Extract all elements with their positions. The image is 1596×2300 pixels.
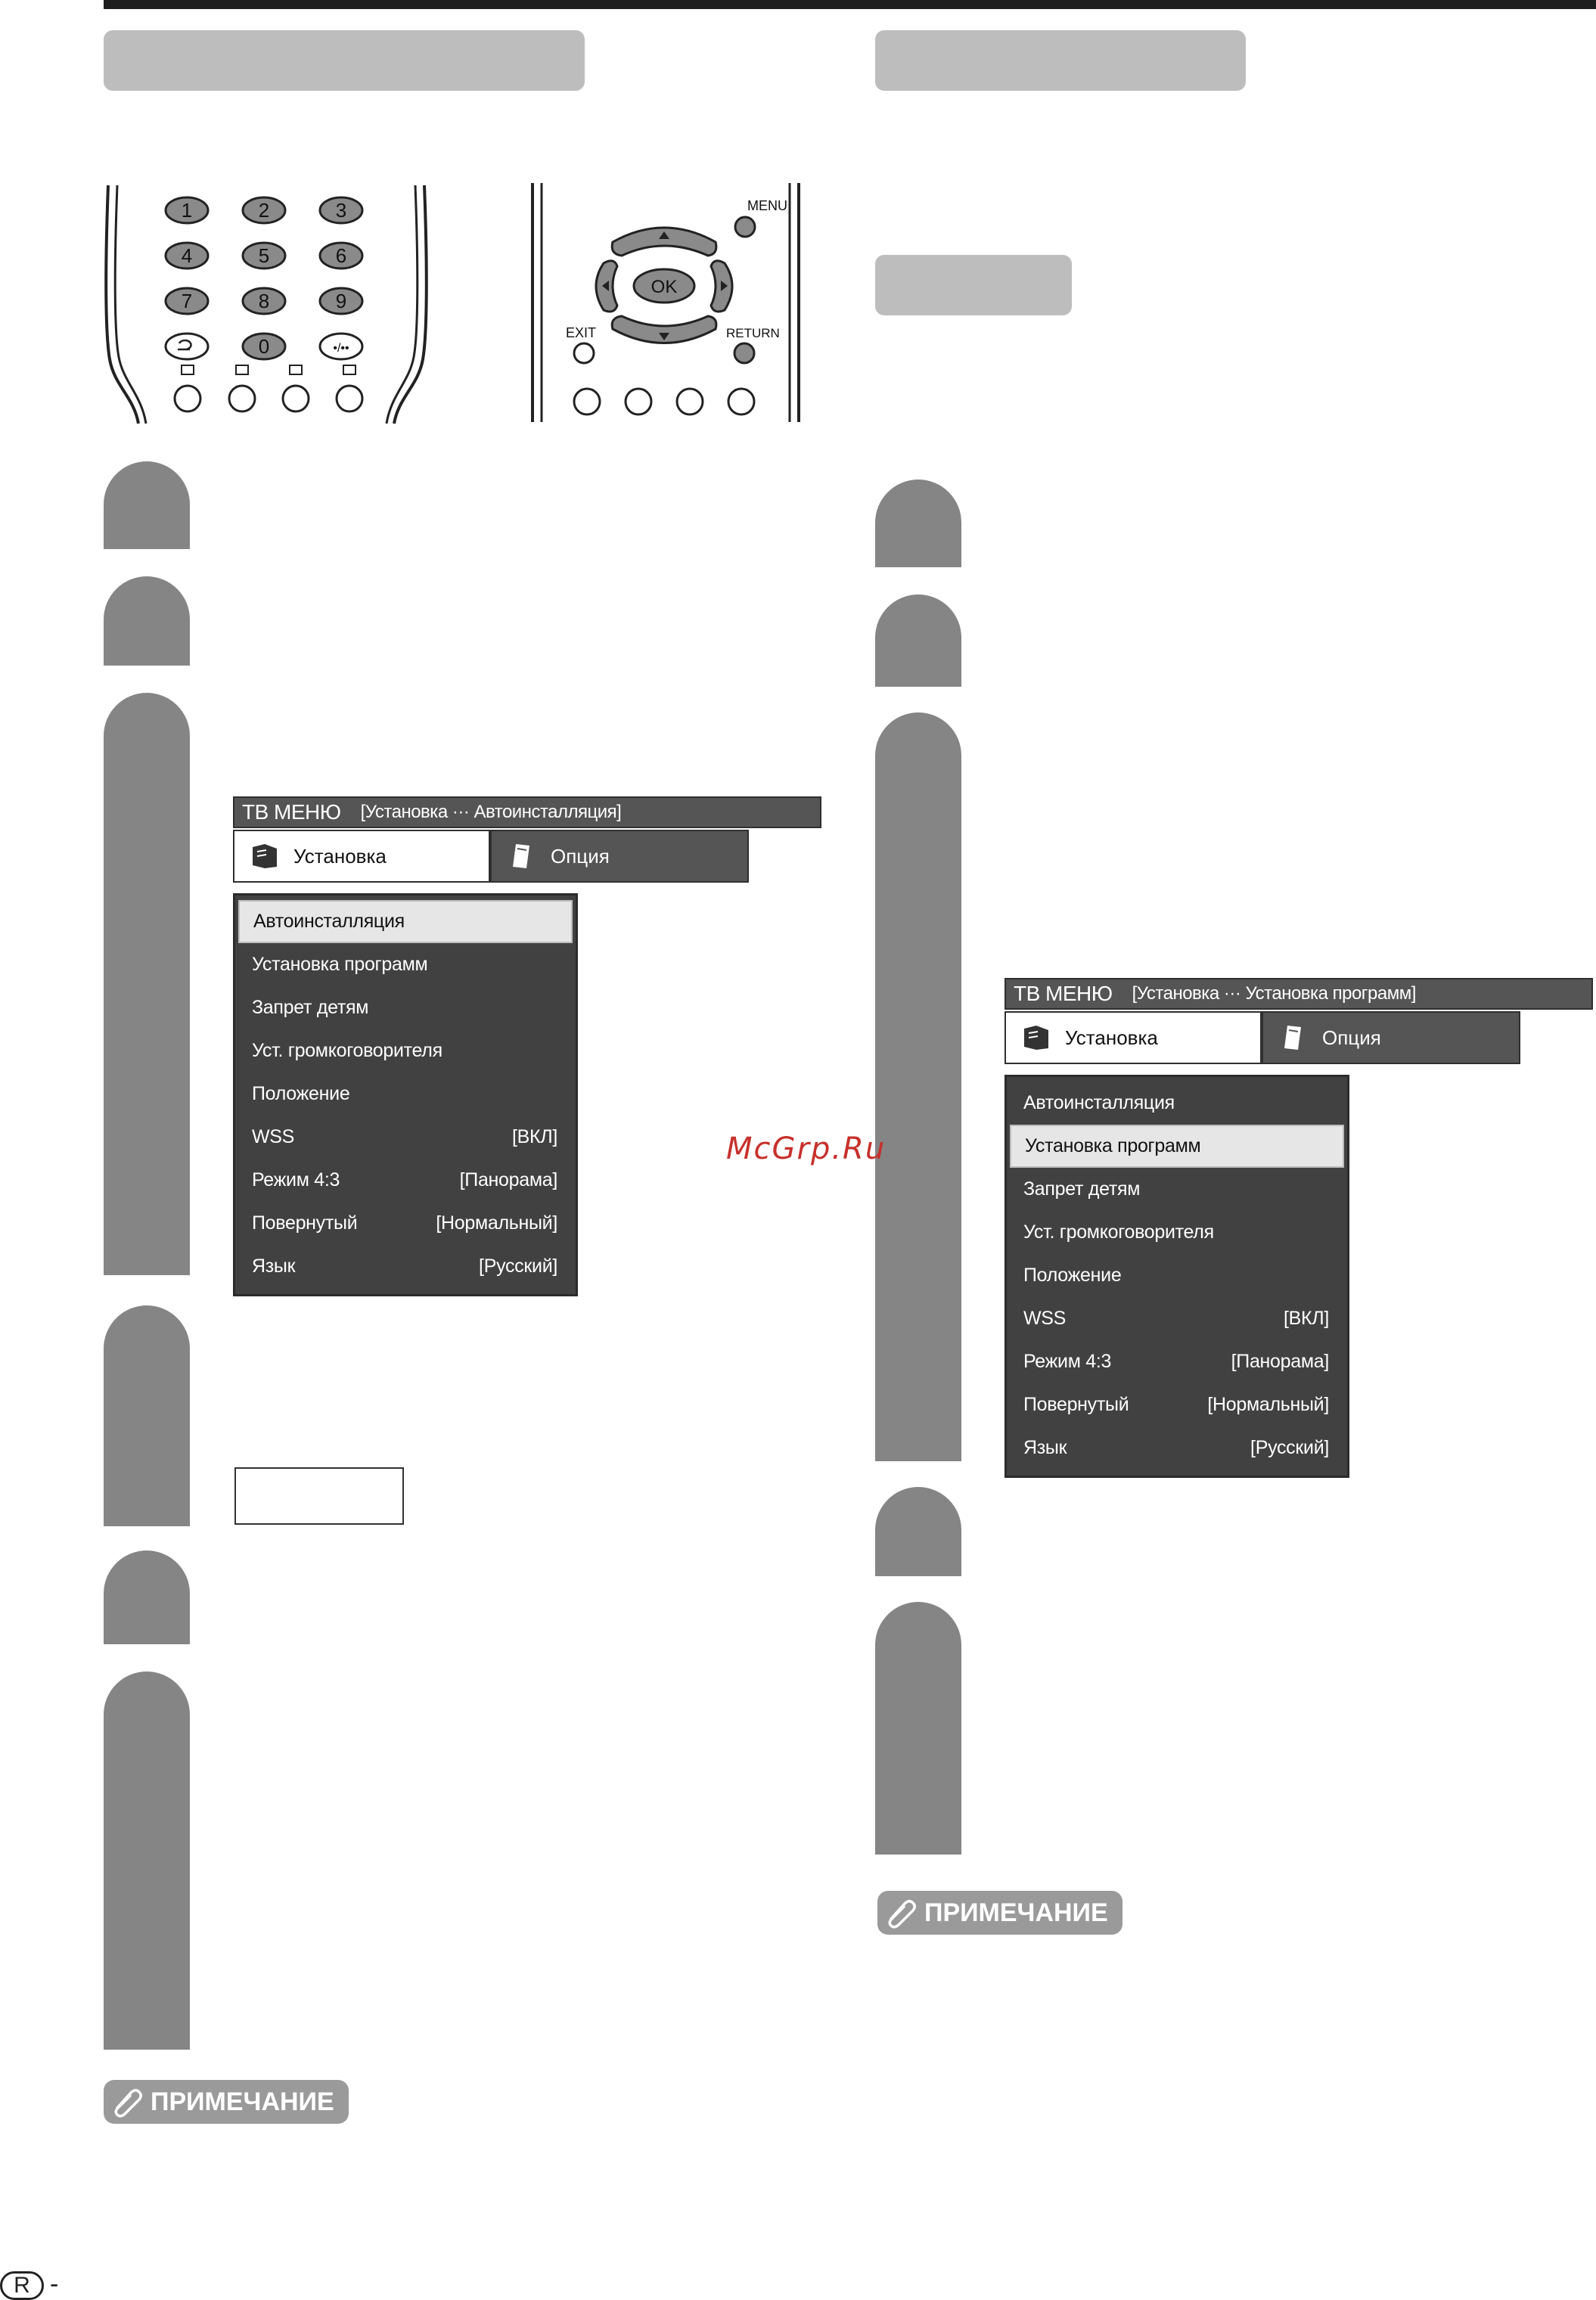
- remote-keypad-illustration: [104, 182, 429, 427]
- menu-item-language[interactable]: Язык [Русский]: [252, 1256, 557, 1277]
- svg-text:RETURN: RETURN: [726, 326, 780, 340]
- color-button-1[interactable]: [175, 386, 200, 411]
- top-rule: [104, 0, 1596, 9]
- step-marker: [104, 1550, 190, 1644]
- flashback-key[interactable]: [166, 334, 208, 359]
- svg-text:1: 1: [181, 199, 193, 222]
- tv-menu-autoinstall: [233, 796, 821, 1280]
- step-marker: [875, 712, 961, 1461]
- step-marker: [875, 1602, 961, 1855]
- menu-item-position[interactable]: Положение: [1023, 1265, 1122, 1286]
- down-arrow-button[interactable]: [612, 316, 716, 343]
- color-button-yellow[interactable]: [677, 389, 703, 414]
- tab-setup-label: Установка: [1065, 1026, 1158, 1049]
- step-marker: [875, 480, 961, 567]
- svg-text:8: 8: [258, 290, 270, 312]
- tab-option-label: Опция: [1322, 1026, 1381, 1049]
- key-4[interactable]: [166, 243, 208, 268]
- menu-title-bar: [233, 796, 821, 828]
- menu-item-wss[interactable]: WSS [ВКЛ]: [1023, 1308, 1329, 1329]
- ok-button[interactable]: [634, 269, 694, 303]
- menu-tabs: [233, 830, 749, 883]
- menu-item-position[interactable]: Положение: [252, 1083, 350, 1104]
- menu-item-rotate[interactable]: Повернутый [Нормальный]: [1023, 1394, 1329, 1415]
- menu-tabs: [1004, 1011, 1520, 1064]
- note-badge-right: [877, 1891, 1122, 1935]
- color-button-4[interactable]: [337, 386, 362, 411]
- key-5[interactable]: [243, 243, 285, 268]
- left-arrow-button[interactable]: [596, 261, 617, 312]
- step-marker: [104, 461, 190, 549]
- svg-text:•/••: •/••: [333, 342, 349, 355]
- page-number-dash: -: [50, 2270, 59, 2298]
- digit-toggle-key[interactable]: [320, 334, 362, 359]
- menu-item-mode-4-3[interactable]: Режим 4:3 [Панорама]: [1023, 1351, 1329, 1372]
- right-section-header: [875, 30, 1246, 91]
- key-6[interactable]: [320, 243, 362, 268]
- tab-setup[interactable]: [1004, 1011, 1262, 1064]
- exit-button[interactable]: [566, 325, 596, 363]
- menu-item-program-setup[interactable]: Установка программ: [1010, 1125, 1344, 1168]
- menu-item-language[interactable]: Язык [Русский]: [1023, 1437, 1329, 1458]
- menu-item-speaker-setup[interactable]: Уст. громкоговорителя: [252, 1040, 442, 1061]
- tab-option[interactable]: [1262, 1011, 1520, 1064]
- up-arrow-button[interactable]: [612, 228, 716, 256]
- svg-text:3: 3: [335, 199, 347, 222]
- menu-item-rotate[interactable]: Повернутый [Нормальный]: [252, 1212, 557, 1234]
- watermark: McGrp.Ru: [726, 1131, 886, 1166]
- region-mark: R: [0, 2271, 44, 2300]
- tab-option[interactable]: [490, 830, 749, 883]
- key-7[interactable]: [166, 288, 208, 314]
- color-button-blue[interactable]: [728, 389, 754, 414]
- svg-text:2: 2: [258, 199, 270, 222]
- svg-text:0: 0: [258, 335, 270, 358]
- color-button-red[interactable]: [574, 389, 600, 414]
- right-arrow-button[interactable]: [711, 261, 732, 312]
- menu-title-bar: [1004, 978, 1593, 1010]
- menu-list: [1004, 1075, 1349, 1478]
- left-section-header: [104, 30, 585, 91]
- option-icon: [507, 841, 537, 871]
- note-badge-left: [104, 2080, 349, 2124]
- svg-text:EXIT: EXIT: [566, 325, 597, 340]
- tab-option-label: Опция: [551, 844, 610, 868]
- teletext-icon-4: [343, 365, 356, 374]
- right-subsection-header: [875, 255, 1072, 315]
- return-button[interactable]: [726, 326, 780, 363]
- menu-title: ТВ МЕНЮ: [242, 800, 341, 824]
- teletext-icon-3: [290, 365, 302, 374]
- menu-item-program-setup[interactable]: Установка программ: [252, 954, 428, 975]
- color-button-green[interactable]: [626, 389, 651, 414]
- menu-item-autoinstall[interactable]: Автоинсталляция: [1023, 1092, 1175, 1113]
- svg-text:7: 7: [181, 290, 193, 312]
- pin-entry-box: [234, 1467, 404, 1525]
- key-1[interactable]: [166, 197, 208, 223]
- menu-title: ТВ МЕНЮ: [1014, 982, 1113, 1005]
- menu-item-wss[interactable]: WSS [ВКЛ]: [252, 1126, 557, 1147]
- key-0[interactable]: [243, 334, 285, 359]
- menu-item-speaker-setup[interactable]: Уст. громкоговорителя: [1023, 1221, 1214, 1243]
- menu-item-child-lock[interactable]: Запрет детям: [1023, 1178, 1141, 1200]
- option-icon: [1278, 1023, 1309, 1053]
- paperclip-icon: [885, 1896, 920, 1929]
- step-marker: [104, 1305, 190, 1526]
- setup-icon: [1021, 1023, 1051, 1053]
- menu-item-autoinstall[interactable]: Автоинсталляция: [238, 900, 573, 943]
- teletext-icon-1: [182, 365, 194, 374]
- svg-text:9: 9: [335, 290, 347, 312]
- key-9[interactable]: [320, 288, 362, 314]
- menu-item-mode-4-3[interactable]: Режим 4:3 [Панорама]: [252, 1169, 557, 1190]
- step-marker: [104, 576, 190, 666]
- key-3[interactable]: [320, 197, 362, 223]
- svg-text:6: 6: [335, 244, 347, 267]
- key-8[interactable]: [243, 288, 285, 314]
- step-marker: [875, 1487, 961, 1576]
- svg-text:5: 5: [258, 244, 270, 267]
- paperclip-icon: [111, 2085, 146, 2118]
- teletext-icon-2: [236, 365, 248, 374]
- svg-text:4: 4: [181, 244, 193, 267]
- menu-item-child-lock[interactable]: Запрет детям: [252, 997, 369, 1018]
- tab-setup[interactable]: [233, 830, 490, 883]
- color-button-3[interactable]: [283, 386, 309, 411]
- step-marker: [104, 1671, 190, 2050]
- color-button-2[interactable]: [229, 386, 255, 411]
- menu-list: [233, 893, 578, 1296]
- menu-breadcrumb: [Установка ··· Автоинсталляция]: [360, 802, 622, 822]
- key-2[interactable]: [243, 197, 285, 223]
- svg-text:OK: OK: [651, 277, 678, 297]
- svg-text:MENU: MENU: [747, 198, 787, 213]
- menu-button[interactable]: [735, 198, 787, 237]
- note-label: ПРИМЕЧАНИЕ: [924, 1898, 1108, 1927]
- tab-setup-label: Установка: [293, 844, 387, 868]
- setup-icon: [250, 841, 280, 871]
- step-marker: [104, 693, 190, 1275]
- step-marker: [875, 594, 961, 687]
- remote-navigation-illustration: [529, 182, 802, 424]
- tv-menu-program-setup: [1004, 978, 1593, 1462]
- note-label: ПРИМЕЧАНИЕ: [151, 2087, 334, 2116]
- menu-breadcrumb: [Установка ··· Установка программ]: [1132, 983, 1416, 1004]
